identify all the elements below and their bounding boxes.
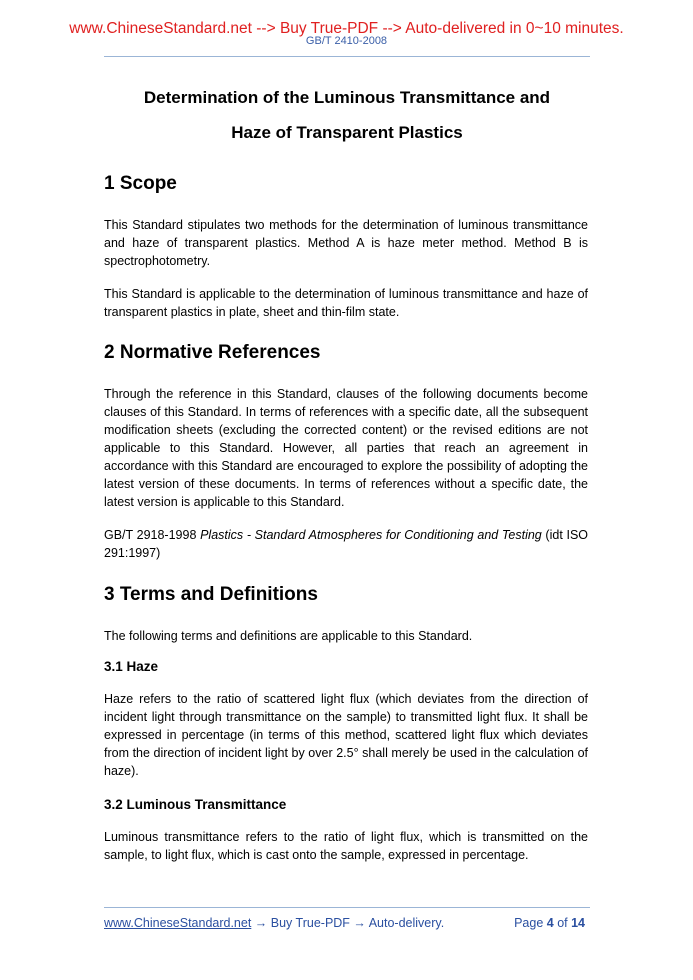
normative-references-paragraph: Through the reference in this Standard, clauses of the following documents become clauses of this Standard. In terms of references with a specific date, all the subsequent modification sheets (excluding the corrected content) or the revised editions are not applicable to this Standard. However, all parties that reach an agreement in accordance with this Standard are encouraged to explore the possibility of adopting the latest version of these documents. In terms of references without a specific date, the latest version is applicable to this Standard. bbox=[104, 387, 588, 509]
footer-divider bbox=[104, 907, 590, 908]
reference-code: GB/T 2918-1998 bbox=[104, 528, 201, 542]
reference-title: Plastics - Standard Atmospheres for Conditioning and Testing bbox=[200, 528, 542, 542]
page-number: 4 bbox=[546, 916, 554, 930]
section-heading-normative-references: 2 Normative References bbox=[104, 342, 321, 363]
luminous-transmittance-definition-paragraph: Luminous transmittance refers to the ratio of light flux, which is transmitted on the sample, to light flux, which is cast onto the sample, expressed in percentage. bbox=[104, 830, 588, 862]
page-of: of bbox=[553, 916, 572, 930]
promo-banner[interactable]: www.ChineseStandard.net --> Buy True-PDF --> Auto-delivered in 0~10 minutes. bbox=[69, 20, 624, 37]
document-title-line-1: Determination of the Luminous Transmittance and bbox=[143, 88, 551, 107]
terms-intro-paragraph: The following terms and definitions are applicable to this Standard. bbox=[104, 629, 473, 643]
standard-code: GB/T 2410-2008 bbox=[305, 35, 388, 47]
document-title-line-2: Haze of Transparent Plastics bbox=[231, 123, 463, 142]
page-label: Page bbox=[514, 916, 547, 930]
section-heading-terms-definitions: 3 Terms and Definitions bbox=[104, 584, 318, 605]
scope-paragraph-1: This Standard stipulates two methods for the determination of luminous transmittance and haze of transparent plastics. Method A is haze meter method. Method B is spectrophotometry. bbox=[104, 218, 588, 268]
page-total: 14 bbox=[571, 916, 585, 930]
subsection-heading-haze: 3.1 Haze bbox=[104, 659, 159, 674]
subsection-heading-luminous-transmittance: 3.2 Luminous Transmittance bbox=[104, 797, 287, 812]
footer-promo-text: → Buy True-PDF → Auto-delivery. bbox=[251, 916, 445, 930]
page-indicator bbox=[514, 916, 585, 930]
section-heading-scope: 1 Scope bbox=[104, 173, 177, 194]
footer-website-link[interactable]: www.ChineseStandard.net bbox=[104, 916, 252, 930]
header-divider bbox=[104, 56, 590, 57]
haze-definition-paragraph: Haze refers to the ratio of scattered light flux (which deviates from the direction of incident light through transmittance on the sample) to transmitted light flux. It shall be expressed in percentage (in terms of this method, scattered light flux which deviates from the direction of incident light by over 2.5° shall merely be used in the calculation of haze). bbox=[104, 692, 588, 778]
reference-entry bbox=[104, 526, 588, 562]
scope-paragraph-2: This Standard is applicable to the determination of luminous transmittance and haze of transparent plastics in plate, sheet and thin-film state. bbox=[104, 287, 588, 319]
footer-promo bbox=[104, 916, 444, 930]
reference-suffix: (idt ISO 291:1997) bbox=[104, 528, 589, 560]
